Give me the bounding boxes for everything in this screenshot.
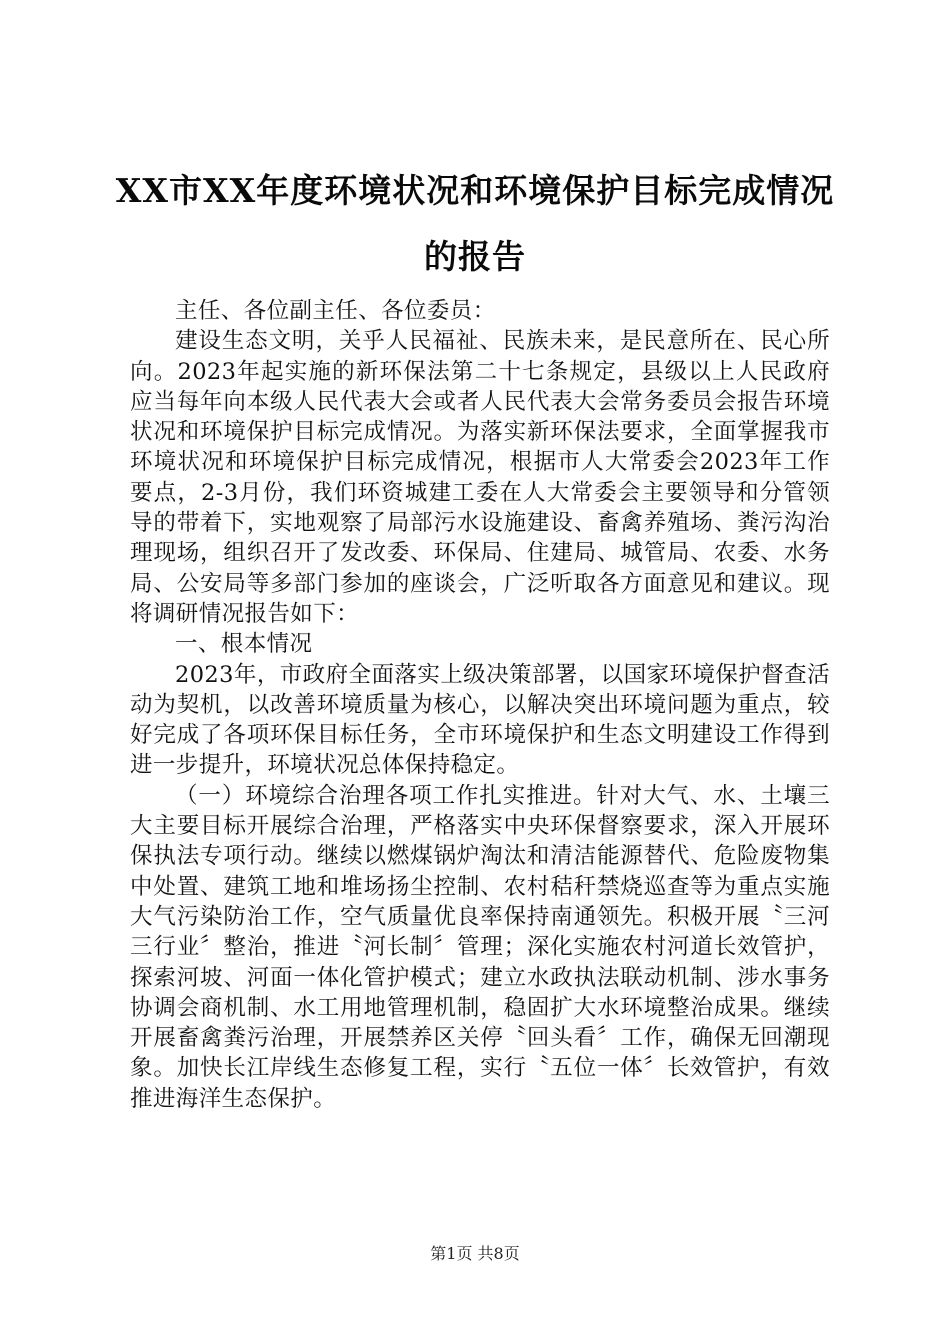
intro-paragraph: 建设生态文明，关乎人民福祉、民族未来，是民意所在、民心所向。2023年起实施的新环保法第二十七条规定，县级以上人民政府应当每年向本级人民代表大会或者人民代表大会常务委员会报告环境状况和环境保护目标完成情况。为落实新环保法要求，全面掌握我市环境状况和环境保护目标完成情况，根据市人大常委会2023年工作要点，2-3月份，我们环资城建工委在人大常委会主要领导和分管领导的带着下，实地观察了局部污水设施建设、畜禽养殖场、粪污沟治理现场，组织召开了发改委、环保局、住建局、城管局、农委、水务局、公安局等多部门参加的座谈会，广泛听取各方面意见和建议。现将调研情况报告如下： [130, 328, 830, 627]
section-heading: 一、根本情况 [175, 631, 313, 658]
governance-paragraph: （一）环境综合治理各项工作扎实推进。针对大气、水、土壤三大主要目标开展综合治理，严格落实中央环保督察要求，深入开展环保执法专项行动。继续以燃煤锅炉淘汰和清洁能源替代、危险废物集中处置、建筑工地和堆场扬尘控制、农村秸秆禁烧巡查等为重点实施大气污染防治工作，空气质量优良率保持南通领先。积极开展〝三河三行业〞整治，推进〝河长制〞管理；深化实施农村河道长效管护，探索河坡、河面一体化管护模式；建立水政执法联动机制、涉水事务协调会商机制、水工用地管理机制，稳固扩大水环境整治成果。继续开展畜禽粪污治理，开展禁养区关停〝回头看〞工作，确保无回潮现象。加快长江岸线生态修复工程，实行〝五位一体〞长效管护，有效推进海洋生态保护。 [130, 782, 830, 1112]
document-body [130, 296, 830, 1114]
document-title: XX市XX年度环境状况和环境保护目标完成情况的报告 [115, 171, 835, 276]
overview-paragraph: 2023年，市政府全面落实上级决策部署，以国家环境保护督查活动为契机，以改善环境质量为核心，以解决突出环境问题为重点，较好完成了各项环保目标任务，全市环境保护和生态文明建设工作得到进一步提升，环境状况总体保持稳定。 [130, 661, 830, 779]
salutation-paragraph: 主任、各位副主任、各位委员： [175, 298, 496, 324]
page-indicator: 第1页 共8页 [430, 1244, 520, 1263]
